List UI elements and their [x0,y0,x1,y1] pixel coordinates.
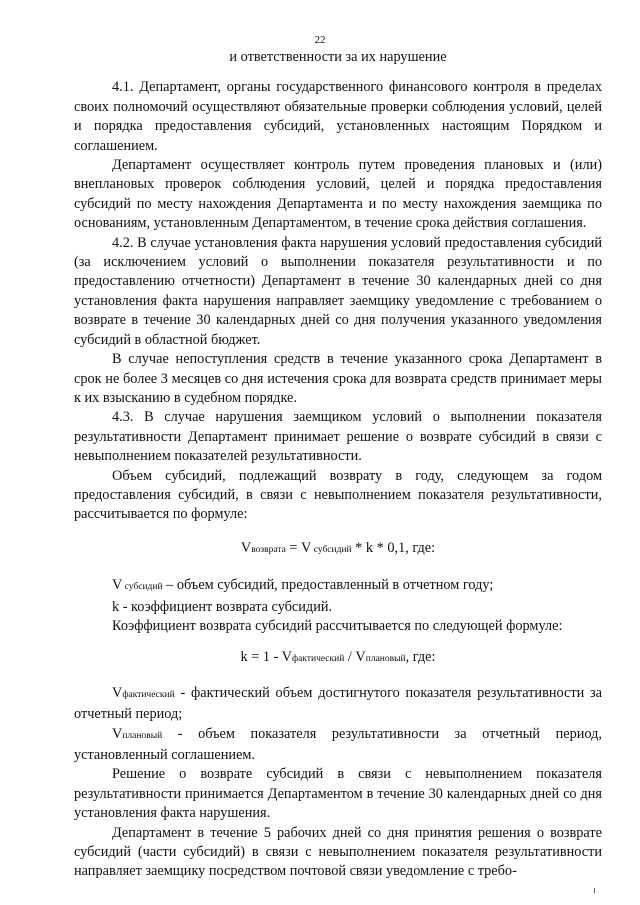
paragraph-4-3: 4.3. В случае нарушения заемщиком условий о выполнении показателя результативности Департамент принимает решение о возврате субсидий в связи с невыполнением показателей результативности. [74,409,602,465]
paragraph-4-2: 4.2. В случае установления факта нарушения условий предоставления субсидий (за исключением условий о выполнении показателя результативности и по предоставлению отчетности) Департамент в течение 30 календарных дней со дня установления факта нарушения направляет заемщику уведомление с требованием о возврате в течение 30 календарных дней со дня получения указанного уведомления субсидий в областной бюджет. [74,234,602,348]
scan-mark [594,888,595,893]
definition-v-planned: Vплановый - объем показателя результативности за отчетный период, установленный соглашением. [74,725,602,763]
document-body [74,48,602,882]
paragraph-control: Департамент осуществляет контроль путем проведения плановых и (или) внеплановых проверок соблюдения условий, целей и порядка предоставления субсидий по месту нахождения Департамента и по месту нахождения заемщика по основаниям, установленным Департаментом, в течение срока действия соглашения. [74,157,602,232]
paragraph-4-1: 4.1. Департамент, органы государственного финансового контроля в пределах своих полномочий осуществляют обязательные проверки соблюдения условий, целей и порядка предоставления субсидий, установленных настоящим Порядком и соглашением. [74,79,602,154]
definition-v-actual: Vфактический - фактический объем достигнутого показателя результативности за отчетный период; [74,684,602,723]
definition-v-subsidy: V субсидий – объем субсидий, предоставленный в отчетном году; [112,577,494,594]
section-heading-tail: и ответственности за их нарушение [229,49,447,65]
paragraph-non-receipt: В случае непоступления средств в течение указанного срока Департамент в срок не более 3 месяцев со дня истечения срока для возврата средств принимает меры к их взысканию в судебном порядке. [74,351,602,406]
formula-coefficient: k = 1 - Vфактический / Vплановый, где: [240,649,436,666]
formula-return-volume: Vвозврата = V субсидий * k * 0,1, где: [240,539,436,556]
paragraph-notification: Департамент в течение 5 рабочих дней со дня принятия решения о возврате субсидий (части субсидий) в связи с невыполнением показателя результативности направляет заемщику посредством почтовой связи уведомление с требо- [74,824,602,880]
paragraph-decision: Решение о возврате субсидий в связи с невыполнением показателя результативности принимается Департаментом в течение 30 календарных дней со дня установления факта нарушения. [74,766,602,822]
coefficient-intro: Коэффициент возврата субсидий рассчитывается по следующей формуле: [112,617,563,634]
paragraph-return-volume: Объем субсидий, подлежащий возврату в году, следующем за годом предоставления субсидий, в связи с невыполнением показателя результативности, рассчитывается по формуле: [74,467,602,523]
page-number: 22 [314,34,326,46]
definition-k: k - коэффициент возврата субсидий. [112,598,333,615]
